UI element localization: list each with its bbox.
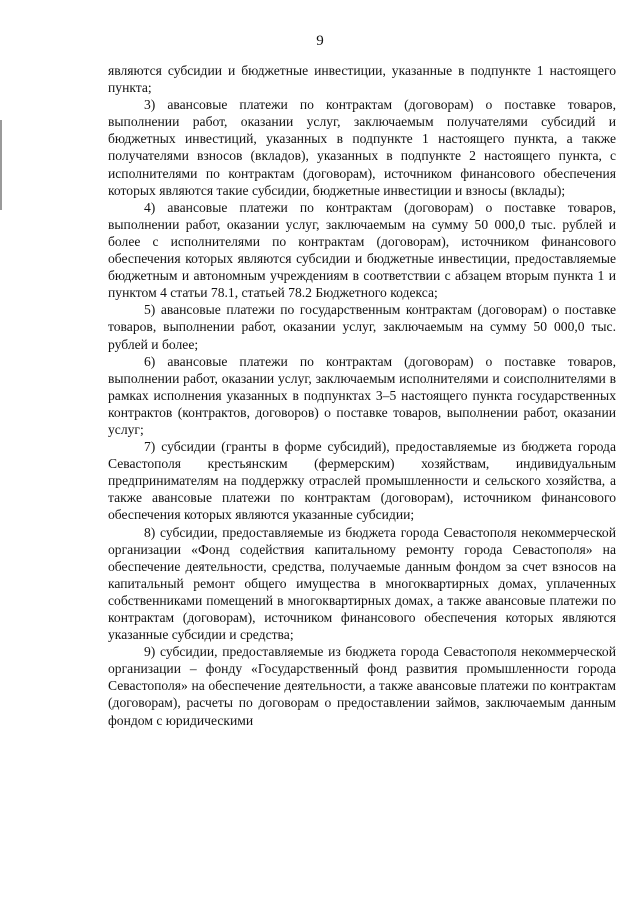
scan-edge-mark bbox=[0, 120, 2, 210]
document-body bbox=[108, 62, 616, 729]
paragraph-item-7: 7) субсидии (гранты в форме субсидий), предоставляемые из бюджета города Севастополя крестьянским (фермерским) хозяйствам, индивидуальным предпринимателям на поддержку отраслей промышленности и сельского хозяйства, а также авансовые платежи по контрактам (договорам), источником финансового обеспечения которых являются указанные субсидии; bbox=[108, 439, 616, 523]
paragraph-continuation: являются субсидии и бюджетные инвестиции, указанные в подпункте 1 настоящего пункта; bbox=[108, 63, 616, 96]
paragraph-item-4: 4) авансовые платежи по контрактам (договорам) о поставке товаров, выполнении работ, оказании услуг, заключаемым на сумму 50 000,0 тыс. рублей и более с исполнителями по контрактам (договорам), источником финансового обеспечения которых являются субсидии и бюджетные инвестиции, предоставляемые бюджетным и автономным учреждениям в соответствии с абзацем вторым пункта 1 и пунктом 4 статьи 78.1, статьей 78.2 Бюджетного кодекса; bbox=[108, 199, 616, 301]
paragraph-item-6: 6) авансовые платежи по контрактам (договорам) о поставке товаров, выполнении работ, оказании услуг, заключаемым исполнителями и соисполнителями в рамках исполнения указанных в подпунктах 3–5 настоящего пункта государственных контрактов (контрактов, договоров) о поставке товаров, выполнении работ, оказании услуг; bbox=[108, 353, 616, 437]
paragraph-item-3: 3) авансовые платежи по контрактам (договорам) о поставке товаров, выполнении работ, оказании услуг, заключаемым получателями субсидий и бюджетных инвестиций, указанных в подпункте 1 настоящего пункта, а также получателями взносов (вкладов), указанных в подпункте 2 настоящего пункта, с исполнителями по контрактам (договорам), источником финансового обеспечения которых являются такие субсидии, бюджетные инвестиции и взносы (вклады); bbox=[108, 97, 616, 198]
paragraph-item-8: 8) субсидии, предоставляемые из бюджета города Севастополя некоммерческой организации «Фонд содействия капитальному ремонту города Севастополя» на обеспечение деятельности, средства, получаемые данным фондом за счет взносов на капитальный ремонт общего имущества в многоквартирных домах, уплаченных собственниками помещений в многоквартирных домах, а также авансовые платежи по контрактам (договорам), источником финансового обеспечения которых являются указанные субсидии и средства; bbox=[108, 524, 616, 643]
page-number: 9 bbox=[316, 33, 324, 49]
paragraph-item-9: 9) субсидии, предоставляемые из бюджета города Севастополя некоммерческой организации – фонду «Государственный фонд развития промышленности города Севастополя» на обеспечение деятельности, а также авансовые платежи по контрактам (договорам), расчеты по договорам о предоставлении займов, заключаемым данным фондом с юридическими bbox=[108, 644, 616, 728]
paragraph-item-5: 5) авансовые платежи по государственным контрактам (договорам) о поставке товаров, выполнении работ, оказании услуг, заключаемым на сумму 50 000,0 тыс. рублей и более; bbox=[108, 302, 616, 352]
